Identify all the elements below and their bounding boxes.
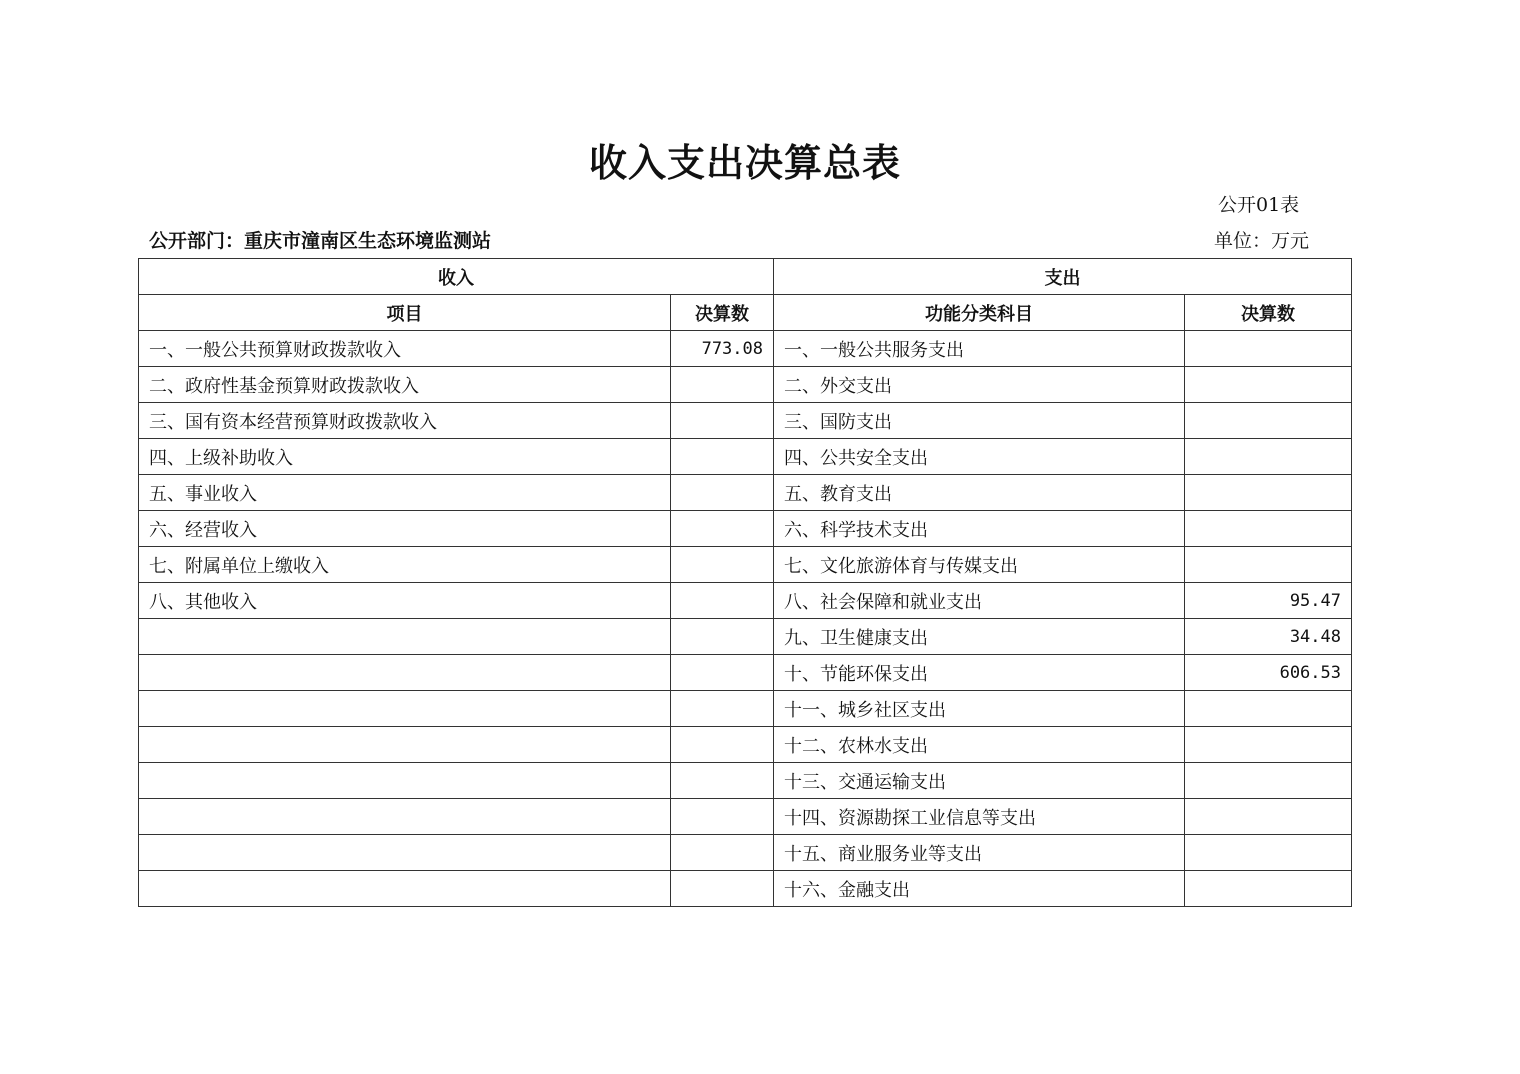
table-row xyxy=(139,835,1352,871)
table-row xyxy=(139,619,1352,655)
table-row xyxy=(139,403,1352,439)
table-column-header-row xyxy=(139,295,1352,331)
income-amount-cell xyxy=(671,547,774,583)
expense-item-cell: 二、外交支出 xyxy=(774,367,1185,403)
income-amount-cell xyxy=(671,799,774,835)
income-amount-cell xyxy=(671,583,774,619)
column-header-income-amount: 决算数 xyxy=(671,295,774,331)
column-header-item: 项目 xyxy=(139,295,671,331)
income-amount-cell xyxy=(671,619,774,655)
expense-amount-cell xyxy=(1185,511,1352,547)
expense-amount-cell xyxy=(1185,763,1352,799)
table-row xyxy=(139,763,1352,799)
department-label: 公开部门：重庆市潼南区生态环境监测站 xyxy=(149,230,492,252)
table-row xyxy=(139,367,1352,403)
page-title: 收入支出决算总表 xyxy=(588,140,901,185)
expense-header: 支出 xyxy=(774,259,1352,295)
income-item-cell: 七、附属单位上缴收入 xyxy=(139,547,671,583)
income-item-cell xyxy=(139,763,671,799)
income-item-cell xyxy=(139,691,671,727)
income-amount-cell xyxy=(671,871,774,907)
expense-item-cell: 九、卫生健康支出 xyxy=(774,619,1185,655)
income-amount-cell xyxy=(671,763,774,799)
income-item-cell xyxy=(139,799,671,835)
table-row xyxy=(139,583,1352,619)
expense-item-cell: 三、国防支出 xyxy=(774,403,1185,439)
expense-item-cell: 四、公共安全支出 xyxy=(774,439,1185,475)
column-header-function: 功能分类科目 xyxy=(774,295,1185,331)
expense-amount-cell xyxy=(1185,475,1352,511)
income-amount-cell xyxy=(671,439,774,475)
expense-item-cell: 七、文化旅游体育与传媒支出 xyxy=(774,547,1185,583)
expense-amount-cell: 95.47 xyxy=(1185,583,1352,619)
expense-item-cell: 十、节能环保支出 xyxy=(774,655,1185,691)
expense-item-cell: 十一、城乡社区支出 xyxy=(774,691,1185,727)
income-amount-cell xyxy=(671,727,774,763)
expense-amount-cell xyxy=(1185,403,1352,439)
income-amount-cell xyxy=(671,835,774,871)
expense-amount-cell xyxy=(1185,439,1352,475)
expense-item-cell: 十六、金融支出 xyxy=(774,871,1185,907)
income-item-cell xyxy=(139,619,671,655)
expense-amount-cell xyxy=(1185,871,1352,907)
income-item-cell: 六、经营收入 xyxy=(139,511,671,547)
expense-item-cell: 一、一般公共服务支出 xyxy=(774,331,1185,367)
income-amount-cell: 773.08 xyxy=(671,331,774,367)
expense-amount-cell xyxy=(1185,691,1352,727)
expense-item-cell: 八、社会保障和就业支出 xyxy=(774,583,1185,619)
income-item-cell: 一、一般公共预算财政拨款收入 xyxy=(139,331,671,367)
expense-item-cell: 五、教育支出 xyxy=(774,475,1185,511)
expense-amount-cell xyxy=(1185,799,1352,835)
table-row xyxy=(139,727,1352,763)
expense-item-cell: 十二、农林水支出 xyxy=(774,727,1185,763)
income-amount-cell xyxy=(671,691,774,727)
income-item-cell: 二、政府性基金预算财政拨款收入 xyxy=(139,367,671,403)
table-row xyxy=(139,655,1352,691)
income-item-cell xyxy=(139,727,671,763)
expense-amount-cell: 34.48 xyxy=(1185,619,1352,655)
table-row xyxy=(139,511,1352,547)
expense-amount-cell xyxy=(1185,727,1352,763)
unit-label: 单位：万元 xyxy=(1214,230,1310,252)
table-row xyxy=(139,475,1352,511)
table-row xyxy=(139,547,1352,583)
income-item-cell xyxy=(139,835,671,871)
income-item-cell xyxy=(139,871,671,907)
expense-item-cell: 六、科学技术支出 xyxy=(774,511,1185,547)
income-amount-cell xyxy=(671,511,774,547)
table-body xyxy=(139,331,1352,907)
expense-item-cell: 十五、商业服务业等支出 xyxy=(774,835,1185,871)
expense-amount-cell xyxy=(1185,367,1352,403)
table-row xyxy=(139,439,1352,475)
form-number: 公开01表 xyxy=(1218,194,1300,216)
table-row xyxy=(139,331,1352,367)
table-row xyxy=(139,691,1352,727)
income-item-cell: 四、上级补助收入 xyxy=(139,439,671,475)
income-amount-cell xyxy=(671,475,774,511)
income-item-cell: 三、国有资本经营预算财政拨款收入 xyxy=(139,403,671,439)
income-amount-cell xyxy=(671,367,774,403)
income-amount-cell xyxy=(671,655,774,691)
column-header-expense-amount: 决算数 xyxy=(1185,295,1352,331)
budget-table xyxy=(138,258,1352,907)
expense-item-cell: 十三、交通运输支出 xyxy=(774,763,1185,799)
table-group-header-row xyxy=(139,259,1352,295)
income-header: 收入 xyxy=(139,259,774,295)
table-row xyxy=(139,799,1352,835)
expense-amount-cell: 606.53 xyxy=(1185,655,1352,691)
income-item-cell: 五、事业收入 xyxy=(139,475,671,511)
table-row xyxy=(139,871,1352,907)
expense-amount-cell xyxy=(1185,547,1352,583)
expense-item-cell: 十四、资源勘探工业信息等支出 xyxy=(774,799,1185,835)
expense-amount-cell xyxy=(1185,331,1352,367)
expense-amount-cell xyxy=(1185,835,1352,871)
income-item-cell xyxy=(139,655,671,691)
income-amount-cell xyxy=(671,403,774,439)
income-item-cell: 八、其他收入 xyxy=(139,583,671,619)
